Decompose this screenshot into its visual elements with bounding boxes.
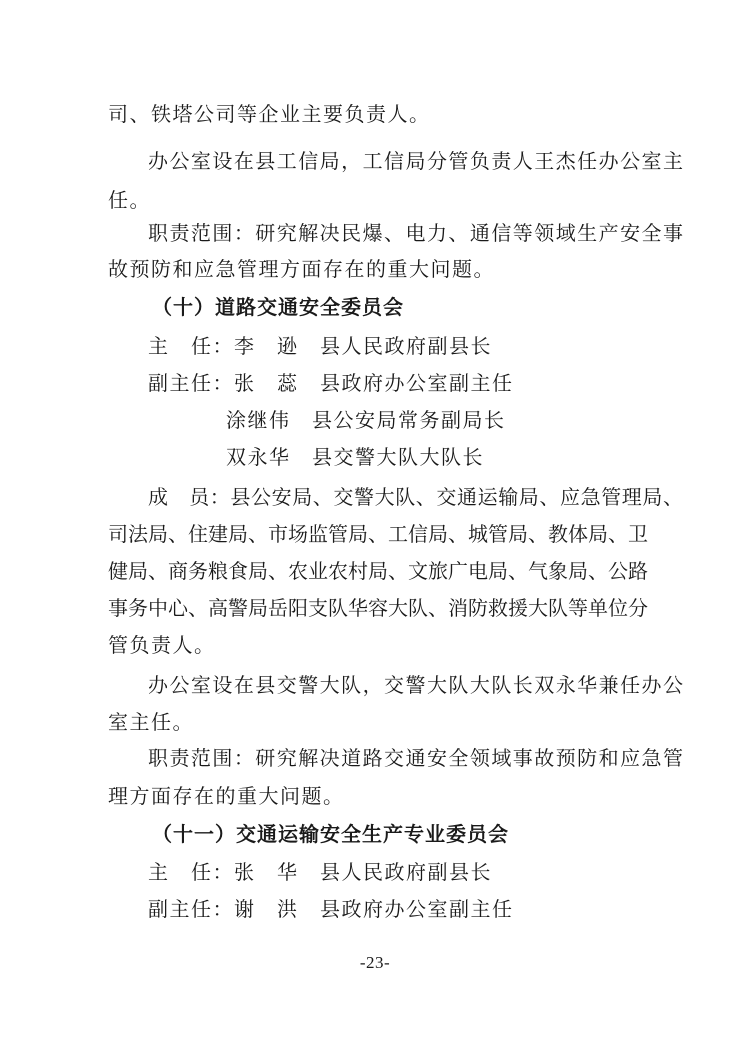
paragraph-line: 管负责人。 xyxy=(108,633,216,657)
section-heading: （十一）交通运输安全生产专业委员会 xyxy=(152,822,509,846)
paragraph-line: 理方面存在的重大问题。 xyxy=(108,784,345,808)
member-line: 主 任：张 华 县人民政府副县长 xyxy=(148,860,492,884)
member-line: 副主任：张 蕊 县政府办公室副主任 xyxy=(148,371,514,395)
member-line: 主 任：李 逊 县人民政府副县长 xyxy=(148,334,492,358)
paragraph-line: 司、铁塔公司等企业主要负责人。 xyxy=(108,102,431,126)
member-line: 双永华 县交警大队大队长 xyxy=(226,445,484,469)
paragraph-line: 事务中心、高警局岳阳支队华容大队、消防救援大队等单位分 xyxy=(108,596,648,620)
paragraph-line: 任。 xyxy=(108,188,151,212)
section-heading: （十）道路交通安全委员会 xyxy=(152,295,404,319)
paragraph-line: 故预防和应急管理方面存在的重大问题。 xyxy=(108,257,495,281)
paragraph-line: 职责范围：研究解决道路交通安全领域事故预防和应急管 xyxy=(148,746,683,770)
page-number: -23- xyxy=(359,953,391,972)
member-line: 副主任：谢 洪 县政府办公室副主任 xyxy=(148,897,514,921)
paragraph-line: 室主任。 xyxy=(108,710,194,734)
member-line: 涂继伟 县公安局常务副局长 xyxy=(226,408,506,432)
paragraph-line: 健局、商务粮食局、农业农村局、文旅广电局、气象局、公路 xyxy=(108,559,648,583)
paragraph-line: 办公室设在县交警大队，交警大队大队长双永华兼任办公 xyxy=(148,673,683,697)
paragraph-line: 司法局、住建局、市场监管局、工信局、城管局、教体局、卫 xyxy=(108,522,648,546)
paragraph-line: 办公室设在县工信局，工信局分管负责人王杰任办公室主 xyxy=(148,149,683,173)
paragraph-line: 成 员：县公安局、交警大队、交通运输局、应急管理局、 xyxy=(148,485,683,509)
paragraph-line: 职责范围：研究解决民爆、电力、通信等领域生产安全事 xyxy=(148,221,683,245)
